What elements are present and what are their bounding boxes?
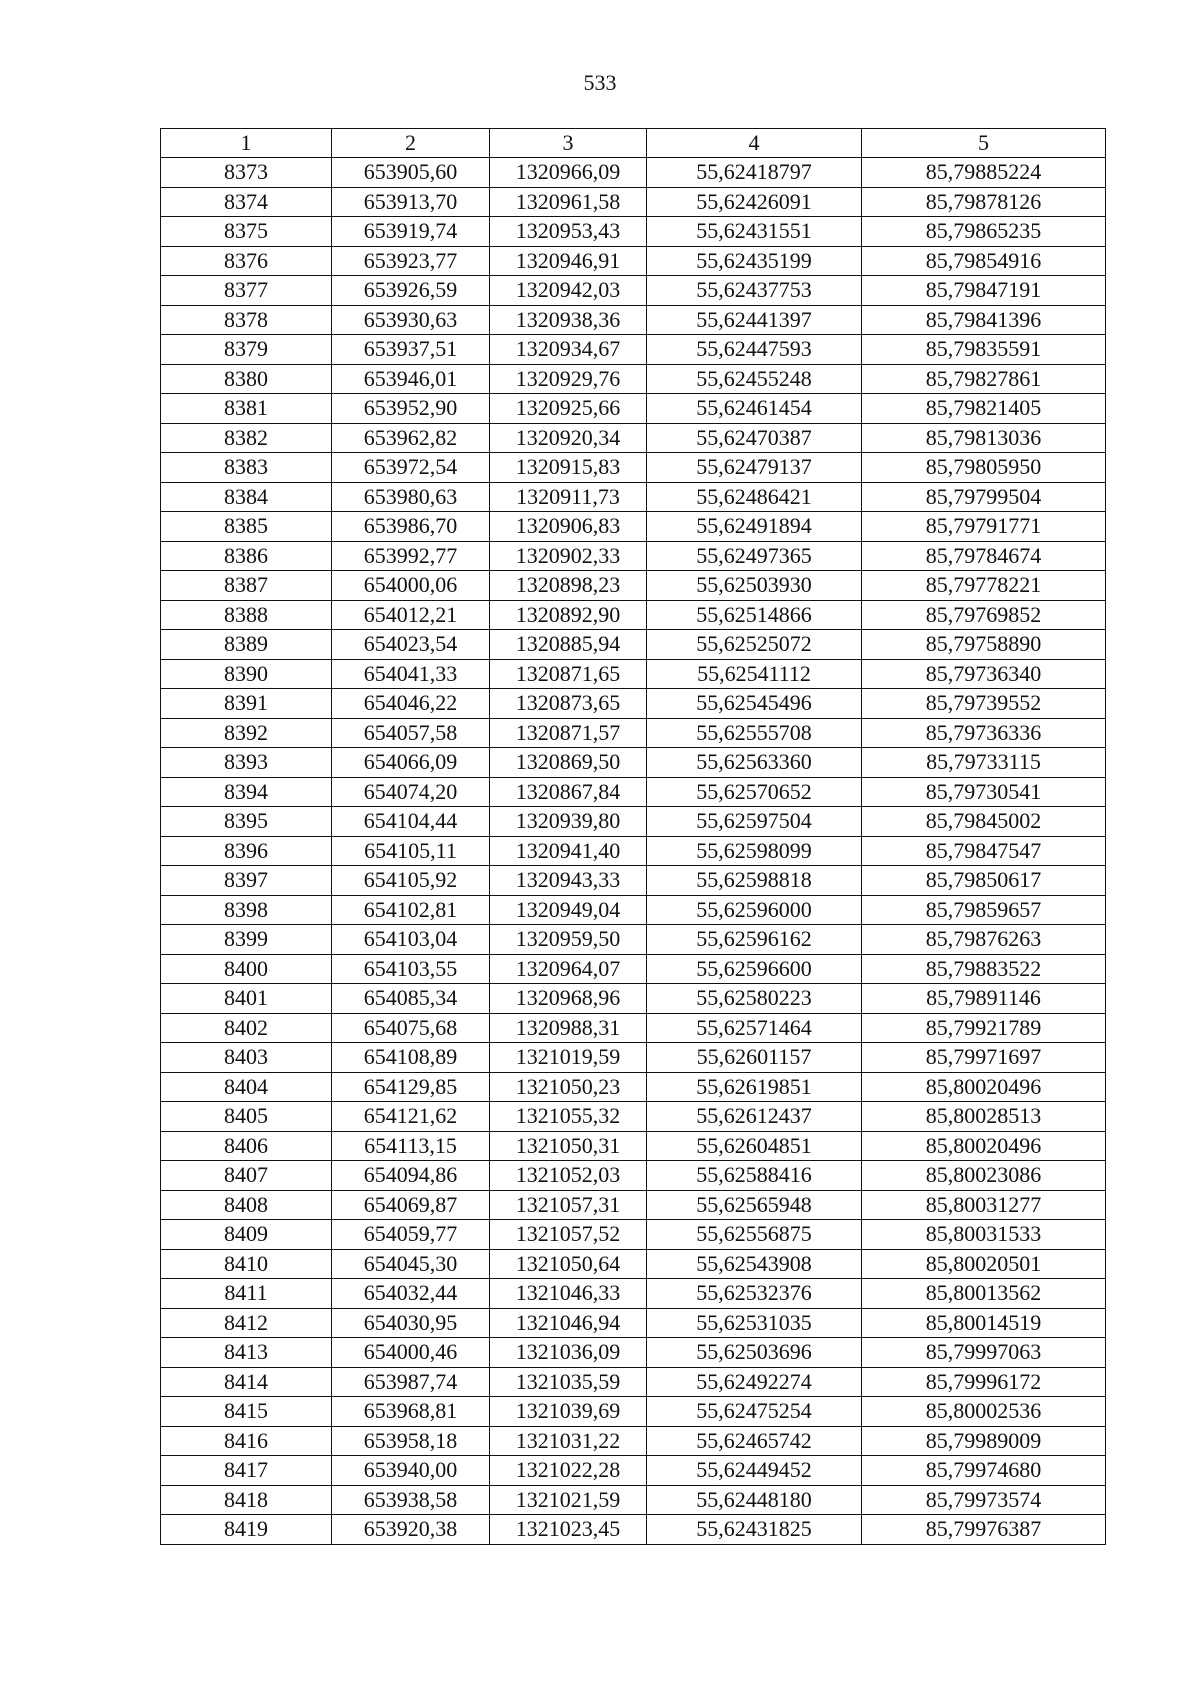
table-cell-col-4: 55,62455248 xyxy=(647,364,862,394)
table-cell-col-4: 55,62475254 xyxy=(647,1397,862,1427)
table-cell-col-4: 55,62435199 xyxy=(647,246,862,276)
table-cell-col-1: 8403 xyxy=(161,1043,332,1073)
table-row xyxy=(161,807,1106,837)
table-cell-col-4: 55,62601157 xyxy=(647,1043,862,1073)
column-header-1: 1 xyxy=(161,129,332,158)
table-row xyxy=(161,1102,1106,1132)
table-cell-col-4: 55,62596000 xyxy=(647,895,862,925)
table-cell-col-1: 8374 xyxy=(161,187,332,217)
table-cell-col-4: 55,62612437 xyxy=(647,1102,862,1132)
table-cell-col-5: 85,79973574 xyxy=(862,1485,1106,1515)
table-cell-col-3: 1320938,36 xyxy=(490,305,647,335)
table-cell-col-2: 653913,70 xyxy=(332,187,490,217)
table-row xyxy=(161,1485,1106,1515)
table-cell-col-2: 653923,77 xyxy=(332,246,490,276)
table-cell-col-1: 8413 xyxy=(161,1338,332,1368)
table-cell-col-2: 654012,21 xyxy=(332,600,490,630)
table-cell-col-3: 1321046,33 xyxy=(490,1279,647,1309)
table-row xyxy=(161,187,1106,217)
table-cell-col-3: 1320934,67 xyxy=(490,335,647,365)
table-row xyxy=(161,453,1106,483)
table-cell-col-2: 654046,22 xyxy=(332,689,490,719)
table-cell-col-3: 1320915,83 xyxy=(490,453,647,483)
table-cell-col-5: 85,80020501 xyxy=(862,1249,1106,1279)
table-cell-col-2: 653958,18 xyxy=(332,1426,490,1456)
table-row xyxy=(161,1072,1106,1102)
table-cell-col-4: 55,62543908 xyxy=(647,1249,862,1279)
table-cell-col-5: 85,79997063 xyxy=(862,1338,1106,1368)
table-cell-col-2: 654066,09 xyxy=(332,748,490,778)
table-row xyxy=(161,954,1106,984)
table-cell-col-5: 85,79813036 xyxy=(862,423,1106,453)
table-cell-col-2: 654103,04 xyxy=(332,925,490,955)
table-cell-col-5: 85,79736340 xyxy=(862,659,1106,689)
table-cell-col-3: 1320869,50 xyxy=(490,748,647,778)
table-cell-col-2: 654075,68 xyxy=(332,1013,490,1043)
table-row xyxy=(161,689,1106,719)
table-cell-col-5: 85,79883522 xyxy=(862,954,1106,984)
table-header xyxy=(161,129,1106,158)
table-row xyxy=(161,1220,1106,1250)
table-row xyxy=(161,571,1106,601)
table-cell-col-4: 55,62497365 xyxy=(647,541,862,571)
table-cell-col-4: 55,62449452 xyxy=(647,1456,862,1486)
table-row xyxy=(161,1515,1106,1545)
table-cell-col-3: 1321046,94 xyxy=(490,1308,647,1338)
table-cell-col-5: 85,79736336 xyxy=(862,718,1106,748)
table-cell-col-3: 1320942,03 xyxy=(490,276,647,306)
table-cell-col-3: 1320920,34 xyxy=(490,423,647,453)
table-cell-col-5: 85,79769852 xyxy=(862,600,1106,630)
table-cell-col-5: 85,80002536 xyxy=(862,1397,1106,1427)
table-cell-col-4: 55,62503696 xyxy=(647,1338,862,1368)
table-cell-col-1: 8412 xyxy=(161,1308,332,1338)
table-cell-col-2: 654041,33 xyxy=(332,659,490,689)
table-cell-col-2: 654045,30 xyxy=(332,1249,490,1279)
table-cell-col-2: 654103,55 xyxy=(332,954,490,984)
table-cell-col-2: 654023,54 xyxy=(332,630,490,660)
table-row xyxy=(161,895,1106,925)
table-row xyxy=(161,630,1106,660)
table-cell-col-4: 55,62545496 xyxy=(647,689,862,719)
table-row xyxy=(161,541,1106,571)
table-cell-col-5: 85,80020496 xyxy=(862,1131,1106,1161)
table-cell-col-3: 1321023,45 xyxy=(490,1515,647,1545)
table-cell-col-2: 654057,58 xyxy=(332,718,490,748)
table-cell-col-1: 8376 xyxy=(161,246,332,276)
table-cell-col-1: 8405 xyxy=(161,1102,332,1132)
table-cell-col-5: 85,79847191 xyxy=(862,276,1106,306)
table-cell-col-1: 8414 xyxy=(161,1367,332,1397)
table-cell-col-1: 8416 xyxy=(161,1426,332,1456)
table-cell-col-4: 55,62563360 xyxy=(647,748,862,778)
table-cell-col-5: 85,79878126 xyxy=(862,187,1106,217)
table-row xyxy=(161,1279,1106,1309)
table-row xyxy=(161,423,1106,453)
table-cell-col-2: 653968,81 xyxy=(332,1397,490,1427)
table-cell-col-3: 1320946,91 xyxy=(490,246,647,276)
table-cell-col-3: 1320953,43 xyxy=(490,217,647,247)
table-row xyxy=(161,748,1106,778)
table-cell-col-1: 8399 xyxy=(161,925,332,955)
table-cell-col-1: 8411 xyxy=(161,1279,332,1309)
table-cell-col-1: 8381 xyxy=(161,394,332,424)
table-cell-col-2: 654069,87 xyxy=(332,1190,490,1220)
table-cell-col-5: 85,79805950 xyxy=(862,453,1106,483)
table-cell-col-4: 55,62525072 xyxy=(647,630,862,660)
page-number: 533 xyxy=(583,70,617,95)
table-cell-col-5: 85,79821405 xyxy=(862,394,1106,424)
table-cell-col-4: 55,62465742 xyxy=(647,1426,862,1456)
column-header-3: 3 xyxy=(490,129,647,158)
table-cell-col-4: 55,62447593 xyxy=(647,335,862,365)
table-cell-col-1: 8406 xyxy=(161,1131,332,1161)
table-cell-col-4: 55,62565948 xyxy=(647,1190,862,1220)
table-cell-col-5: 85,80031277 xyxy=(862,1190,1106,1220)
table-cell-col-1: 8390 xyxy=(161,659,332,689)
table-cell-col-4: 55,62604851 xyxy=(647,1131,862,1161)
table-cell-col-1: 8415 xyxy=(161,1397,332,1427)
table-row xyxy=(161,394,1106,424)
table-cell-col-2: 654085,34 xyxy=(332,984,490,1014)
table-row xyxy=(161,364,1106,394)
table-body xyxy=(161,158,1106,1545)
table-cell-col-2: 653986,70 xyxy=(332,512,490,542)
table-cell-col-2: 654104,44 xyxy=(332,807,490,837)
table-cell-col-1: 8397 xyxy=(161,866,332,896)
table-cell-col-4: 55,62492274 xyxy=(647,1367,862,1397)
table-cell-col-3: 1321031,22 xyxy=(490,1426,647,1456)
table-cell-col-5: 85,79847547 xyxy=(862,836,1106,866)
table-cell-col-4: 55,62486421 xyxy=(647,482,862,512)
table-cell-col-1: 8392 xyxy=(161,718,332,748)
table-cell-col-3: 1321055,32 xyxy=(490,1102,647,1132)
table-cell-col-3: 1321039,69 xyxy=(490,1397,647,1427)
table-cell-col-3: 1321019,59 xyxy=(490,1043,647,1073)
table-row xyxy=(161,1426,1106,1456)
table-cell-col-3: 1320939,80 xyxy=(490,807,647,837)
table-cell-col-1: 8398 xyxy=(161,895,332,925)
table-cell-col-1: 8387 xyxy=(161,571,332,601)
table-cell-col-1: 8394 xyxy=(161,777,332,807)
table-cell-col-1: 8388 xyxy=(161,600,332,630)
table-row xyxy=(161,600,1106,630)
table-cell-col-1: 8380 xyxy=(161,364,332,394)
table-row xyxy=(161,512,1106,542)
table-cell-col-2: 654108,89 xyxy=(332,1043,490,1073)
table-cell-col-2: 653930,63 xyxy=(332,305,490,335)
table-cell-col-4: 55,62418797 xyxy=(647,158,862,188)
table-cell-col-1: 8391 xyxy=(161,689,332,719)
table-cell-col-2: 653980,63 xyxy=(332,482,490,512)
table-cell-col-2: 654105,92 xyxy=(332,866,490,896)
table-cell-col-3: 1320925,66 xyxy=(490,394,647,424)
table-cell-col-3: 1320988,31 xyxy=(490,1013,647,1043)
table-cell-col-3: 1320964,07 xyxy=(490,954,647,984)
table-cell-col-4: 55,62619851 xyxy=(647,1072,862,1102)
table-cell-col-1: 8385 xyxy=(161,512,332,542)
table-cell-col-2: 654121,62 xyxy=(332,1102,490,1132)
table-row xyxy=(161,1308,1106,1338)
table-row xyxy=(161,1338,1106,1368)
table-cell-col-2: 653919,74 xyxy=(332,217,490,247)
table-cell-col-3: 1321021,59 xyxy=(490,1485,647,1515)
table-cell-col-2: 654074,20 xyxy=(332,777,490,807)
table-cell-col-1: 8389 xyxy=(161,630,332,660)
table-cell-col-3: 1320968,96 xyxy=(490,984,647,1014)
table-cell-col-1: 8375 xyxy=(161,217,332,247)
table-cell-col-3: 1320959,50 xyxy=(490,925,647,955)
table-cell-col-1: 8373 xyxy=(161,158,332,188)
table-row xyxy=(161,1013,1106,1043)
table-cell-col-2: 654032,44 xyxy=(332,1279,490,1309)
table-cell-col-5: 85,79859657 xyxy=(862,895,1106,925)
table-cell-col-3: 1320943,33 xyxy=(490,866,647,896)
table-cell-col-2: 654000,06 xyxy=(332,571,490,601)
table-cell-col-1: 8402 xyxy=(161,1013,332,1043)
table-cell-col-2: 654094,86 xyxy=(332,1161,490,1191)
table-cell-col-5: 85,79885224 xyxy=(862,158,1106,188)
table-cell-col-3: 1321050,31 xyxy=(490,1131,647,1161)
table-cell-col-1: 8377 xyxy=(161,276,332,306)
table-cell-col-5: 85,80020496 xyxy=(862,1072,1106,1102)
table-cell-col-4: 55,62531035 xyxy=(647,1308,862,1338)
coordinates-table xyxy=(160,128,1106,1545)
table-row xyxy=(161,335,1106,365)
table-cell-col-5: 85,80023086 xyxy=(862,1161,1106,1191)
table-cell-col-4: 55,62437753 xyxy=(647,276,862,306)
table-cell-col-4: 55,62571464 xyxy=(647,1013,862,1043)
table-cell-col-2: 654030,95 xyxy=(332,1308,490,1338)
table-cell-col-1: 8410 xyxy=(161,1249,332,1279)
table-cell-col-2: 654129,85 xyxy=(332,1072,490,1102)
table-cell-col-2: 653940,00 xyxy=(332,1456,490,1486)
table-cell-col-5: 85,79827861 xyxy=(862,364,1106,394)
header-row xyxy=(161,129,1106,158)
table-cell-col-4: 55,62491894 xyxy=(647,512,862,542)
table-row xyxy=(161,1249,1106,1279)
table-cell-col-4: 55,62470387 xyxy=(647,423,862,453)
table-cell-col-2: 653937,51 xyxy=(332,335,490,365)
table-row xyxy=(161,1456,1106,1486)
table-row xyxy=(161,1190,1106,1220)
table-cell-col-3: 1321035,59 xyxy=(490,1367,647,1397)
table-cell-col-1: 8395 xyxy=(161,807,332,837)
table-cell-col-5: 85,79989009 xyxy=(862,1426,1106,1456)
table-cell-col-3: 1321057,31 xyxy=(490,1190,647,1220)
table-cell-col-5: 85,79974680 xyxy=(862,1456,1106,1486)
table-cell-col-3: 1320911,73 xyxy=(490,482,647,512)
table-cell-col-5: 85,79976387 xyxy=(862,1515,1106,1545)
table-cell-col-1: 8400 xyxy=(161,954,332,984)
table-cell-col-1: 8407 xyxy=(161,1161,332,1191)
table-cell-col-3: 1321036,09 xyxy=(490,1338,647,1368)
table-row xyxy=(161,925,1106,955)
table-row xyxy=(161,305,1106,335)
table-cell-col-3: 1320902,33 xyxy=(490,541,647,571)
table-cell-col-4: 55,62570652 xyxy=(647,777,862,807)
table-cell-col-5: 85,79971697 xyxy=(862,1043,1106,1073)
table-row xyxy=(161,217,1106,247)
table-cell-col-3: 1320873,65 xyxy=(490,689,647,719)
table-row xyxy=(161,482,1106,512)
table-cell-col-1: 8409 xyxy=(161,1220,332,1250)
table-row xyxy=(161,659,1106,689)
table-cell-col-5: 85,79799504 xyxy=(862,482,1106,512)
table-cell-col-5: 85,79784674 xyxy=(862,541,1106,571)
table-cell-col-5: 85,79733115 xyxy=(862,748,1106,778)
table-cell-col-5: 85,80013562 xyxy=(862,1279,1106,1309)
table-cell-col-4: 55,62431825 xyxy=(647,1515,862,1545)
table-cell-col-3: 1321052,03 xyxy=(490,1161,647,1191)
table-cell-col-5: 85,79730541 xyxy=(862,777,1106,807)
table-cell-col-2: 654113,15 xyxy=(332,1131,490,1161)
table-cell-col-5: 85,79891146 xyxy=(862,984,1106,1014)
table-cell-col-4: 55,62479137 xyxy=(647,453,862,483)
table-row xyxy=(161,836,1106,866)
table-cell-col-1: 8378 xyxy=(161,305,332,335)
table-cell-col-1: 8386 xyxy=(161,541,332,571)
table-cell-col-3: 1320949,04 xyxy=(490,895,647,925)
table-cell-col-1: 8396 xyxy=(161,836,332,866)
table-cell-col-1: 8401 xyxy=(161,984,332,1014)
table-cell-col-1: 8408 xyxy=(161,1190,332,1220)
table-cell-col-2: 653938,58 xyxy=(332,1485,490,1515)
table-cell-col-5: 85,79865235 xyxy=(862,217,1106,247)
table-cell-col-5: 85,79996172 xyxy=(862,1367,1106,1397)
table-cell-col-5: 85,79791771 xyxy=(862,512,1106,542)
table-cell-col-5: 85,79739552 xyxy=(862,689,1106,719)
table-cell-col-4: 55,62514866 xyxy=(647,600,862,630)
table-cell-col-5: 85,79850617 xyxy=(862,866,1106,896)
table-row xyxy=(161,718,1106,748)
table-cell-col-4: 55,62588416 xyxy=(647,1161,862,1191)
table-cell-col-1: 8419 xyxy=(161,1515,332,1545)
table-row xyxy=(161,1161,1106,1191)
table-cell-col-4: 55,62555708 xyxy=(647,718,862,748)
table-cell-col-3: 1320898,23 xyxy=(490,571,647,601)
table-cell-col-2: 653962,82 xyxy=(332,423,490,453)
table-cell-col-5: 85,79841396 xyxy=(862,305,1106,335)
table-cell-col-5: 85,79876263 xyxy=(862,925,1106,955)
table-cell-col-3: 1321050,23 xyxy=(490,1072,647,1102)
table-cell-col-2: 653987,74 xyxy=(332,1367,490,1397)
table-row xyxy=(161,1367,1106,1397)
table-cell-col-2: 653972,54 xyxy=(332,453,490,483)
table-row xyxy=(161,246,1106,276)
table-cell-col-2: 654000,46 xyxy=(332,1338,490,1368)
table-cell-col-1: 8384 xyxy=(161,482,332,512)
table-cell-col-5: 85,80031533 xyxy=(862,1220,1106,1250)
table-cell-col-4: 55,62541112 xyxy=(647,659,862,689)
table-cell-col-3: 1320892,90 xyxy=(490,600,647,630)
table-cell-col-2: 653926,59 xyxy=(332,276,490,306)
table-cell-col-3: 1321022,28 xyxy=(490,1456,647,1486)
table-cell-col-3: 1320906,83 xyxy=(490,512,647,542)
table-cell-col-1: 8417 xyxy=(161,1456,332,1486)
table-cell-col-4: 55,62503930 xyxy=(647,571,862,601)
table-cell-col-4: 55,62448180 xyxy=(647,1485,862,1515)
table-cell-col-5: 85,79835591 xyxy=(862,335,1106,365)
table-cell-col-3: 1320966,09 xyxy=(490,158,647,188)
table-row xyxy=(161,866,1106,896)
table-cell-col-3: 1320941,40 xyxy=(490,836,647,866)
table-row xyxy=(161,276,1106,306)
table-row xyxy=(161,1043,1106,1073)
table-cell-col-1: 8382 xyxy=(161,423,332,453)
table-cell-col-3: 1320961,58 xyxy=(490,187,647,217)
table-cell-col-2: 653905,60 xyxy=(332,158,490,188)
table-row xyxy=(161,984,1106,1014)
column-header-2: 2 xyxy=(332,129,490,158)
table-cell-col-5: 85,79758890 xyxy=(862,630,1106,660)
table-cell-col-3: 1320867,84 xyxy=(490,777,647,807)
table-cell-col-3: 1321057,52 xyxy=(490,1220,647,1250)
table-cell-col-2: 654102,81 xyxy=(332,895,490,925)
table-cell-col-4: 55,62461454 xyxy=(647,394,862,424)
table-cell-col-4: 55,62532376 xyxy=(647,1279,862,1309)
table-cell-col-4: 55,62431551 xyxy=(647,217,862,247)
table-cell-col-5: 85,79778221 xyxy=(862,571,1106,601)
table-cell-col-1: 8418 xyxy=(161,1485,332,1515)
table-cell-col-2: 653992,77 xyxy=(332,541,490,571)
table-cell-col-2: 653946,01 xyxy=(332,364,490,394)
table-cell-col-4: 55,62597504 xyxy=(647,807,862,837)
table-cell-col-1: 8379 xyxy=(161,335,332,365)
table-cell-col-3: 1320871,57 xyxy=(490,718,647,748)
table-cell-col-4: 55,62598099 xyxy=(647,836,862,866)
table-cell-col-5: 85,80028513 xyxy=(862,1102,1106,1132)
table-cell-col-2: 654105,11 xyxy=(332,836,490,866)
table-cell-col-3: 1321050,64 xyxy=(490,1249,647,1279)
table-row xyxy=(161,777,1106,807)
table-cell-col-3: 1320885,94 xyxy=(490,630,647,660)
table-cell-col-4: 55,62426091 xyxy=(647,187,862,217)
column-header-4: 4 xyxy=(647,129,862,158)
table-cell-col-5: 85,80014519 xyxy=(862,1308,1106,1338)
table-cell-col-1: 8383 xyxy=(161,453,332,483)
table-cell-col-3: 1320929,76 xyxy=(490,364,647,394)
table-cell-col-1: 8393 xyxy=(161,748,332,778)
table-cell-col-4: 55,62556875 xyxy=(647,1220,862,1250)
table-cell-col-2: 653920,38 xyxy=(332,1515,490,1545)
table-cell-col-2: 654059,77 xyxy=(332,1220,490,1250)
table-cell-col-5: 85,79845002 xyxy=(862,807,1106,837)
table-cell-col-1: 8404 xyxy=(161,1072,332,1102)
table-cell-col-4: 55,62580223 xyxy=(647,984,862,1014)
table-cell-col-4: 55,62596162 xyxy=(647,925,862,955)
table-row xyxy=(161,1397,1106,1427)
column-header-5: 5 xyxy=(862,129,1106,158)
table-cell-col-3: 1320871,65 xyxy=(490,659,647,689)
table-cell-col-4: 55,62598818 xyxy=(647,866,862,896)
table-row xyxy=(161,158,1106,188)
table-row xyxy=(161,1131,1106,1161)
table-cell-col-5: 85,79921789 xyxy=(862,1013,1106,1043)
table-cell-col-2: 653952,90 xyxy=(332,394,490,424)
table-cell-col-4: 55,62441397 xyxy=(647,305,862,335)
table-cell-col-5: 85,79854916 xyxy=(862,246,1106,276)
table-cell-col-4: 55,62596600 xyxy=(647,954,862,984)
